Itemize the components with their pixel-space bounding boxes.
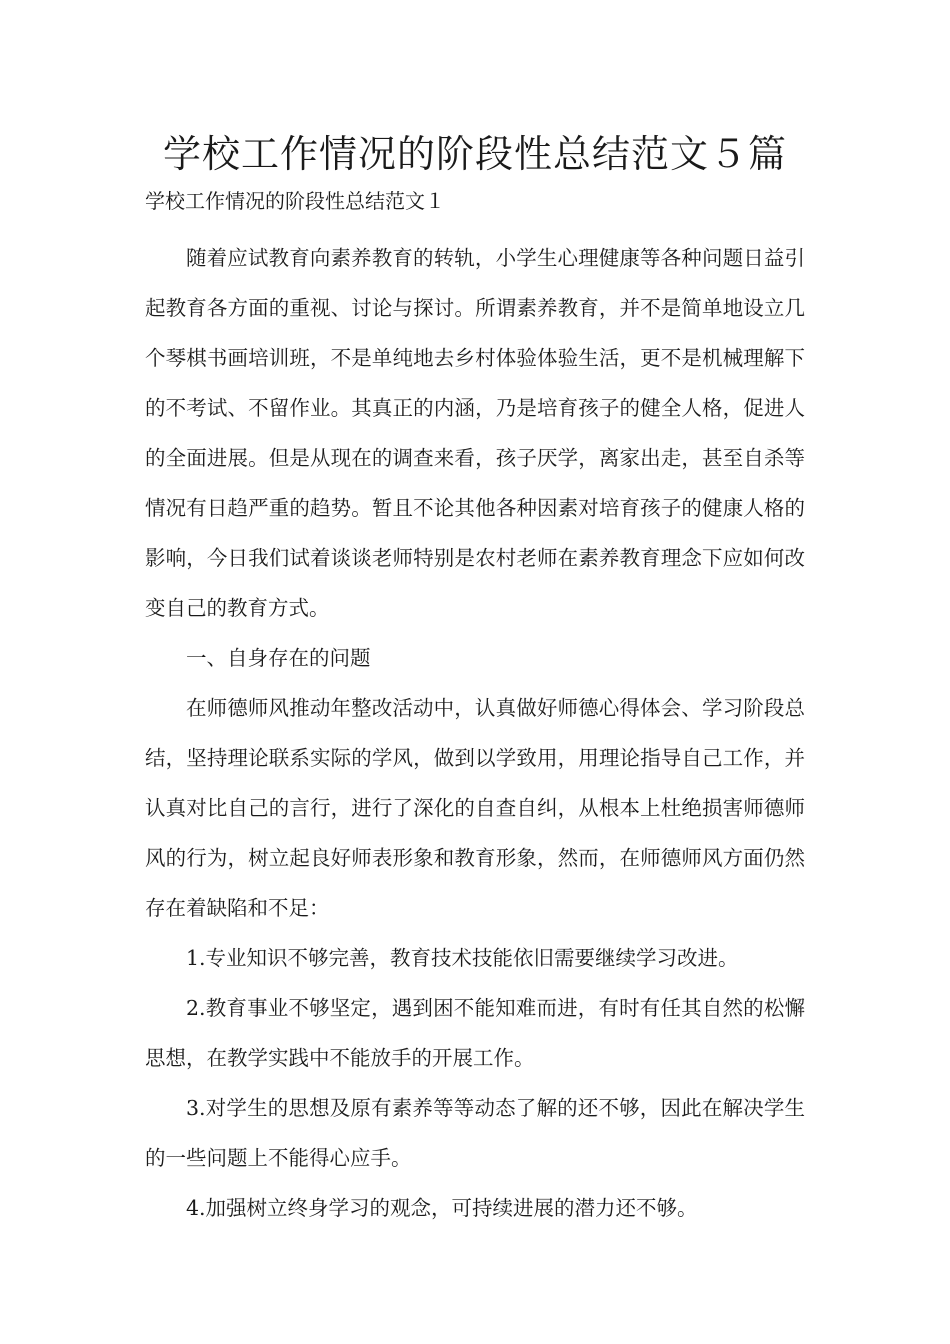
section-heading: 一、自身存在的问题 bbox=[186, 646, 371, 670]
document-title: 学校工作情况的阶段性总结范文５篇 bbox=[162, 132, 787, 176]
list-item-2: 2.教育事业不够坚定，遇到困不能知难而进，有时有任其自然的松懈思想，在教学实践中不能放手的开展工作。 bbox=[145, 996, 805, 1070]
list-item-3: 3.对学生的思想及原有素养等等动态了解的还不够，因此在解决学生的一些问题上不能得心应手。 bbox=[145, 1096, 805, 1170]
list-item-4: 4.加强树立终身学习的观念，可持续进展的潜力还不够。 bbox=[186, 1196, 698, 1220]
list-item-1: 1.专业知识不够完善，教育技术技能依旧需要继续学习改进。 bbox=[186, 946, 739, 970]
paragraph-intro: 随着应试教育向素养教育的转轨，小学生心理健康等各种问题日益引起教育各方面的重视、讨论与探讨。所谓素养教育，并不是简单地设立几个琴棋书画培训班，不是单纯地去乡村体验体验生活，更不是机械理解下的不考试、不留作业。其真正的内涵，乃是培育孩子的健全人格，促进人的全面进展。但是从现在的调查来看，孩子厌学，离家出走，甚至自杀等情况有日趋严重的趋势。暂且不论其他各种因素对培育孩子的健康人格的影响，今日我们试着谈谈老师特别是农村老师在素养教育理念下应如何改变自己的教育方式。 bbox=[145, 246, 805, 620]
document-subtitle: 学校工作情况的阶段性总结范文１ bbox=[145, 189, 445, 213]
paragraph-self-review: 在师德师风推动年整改活动中，认真做好师德心得体会、学习阶段总结，坚持理论联系实际的学风，做到以学致用，用理论指导自己工作，并认真对比自己的言行，进行了深化的自查自纠，从根本上杜绝损害师德师风的行为，树立起良好师表形象和教育形象，然而，在师德师风方面仍然存在着缺陷和不足： bbox=[145, 696, 805, 920]
document-body bbox=[145, 233, 805, 1233]
